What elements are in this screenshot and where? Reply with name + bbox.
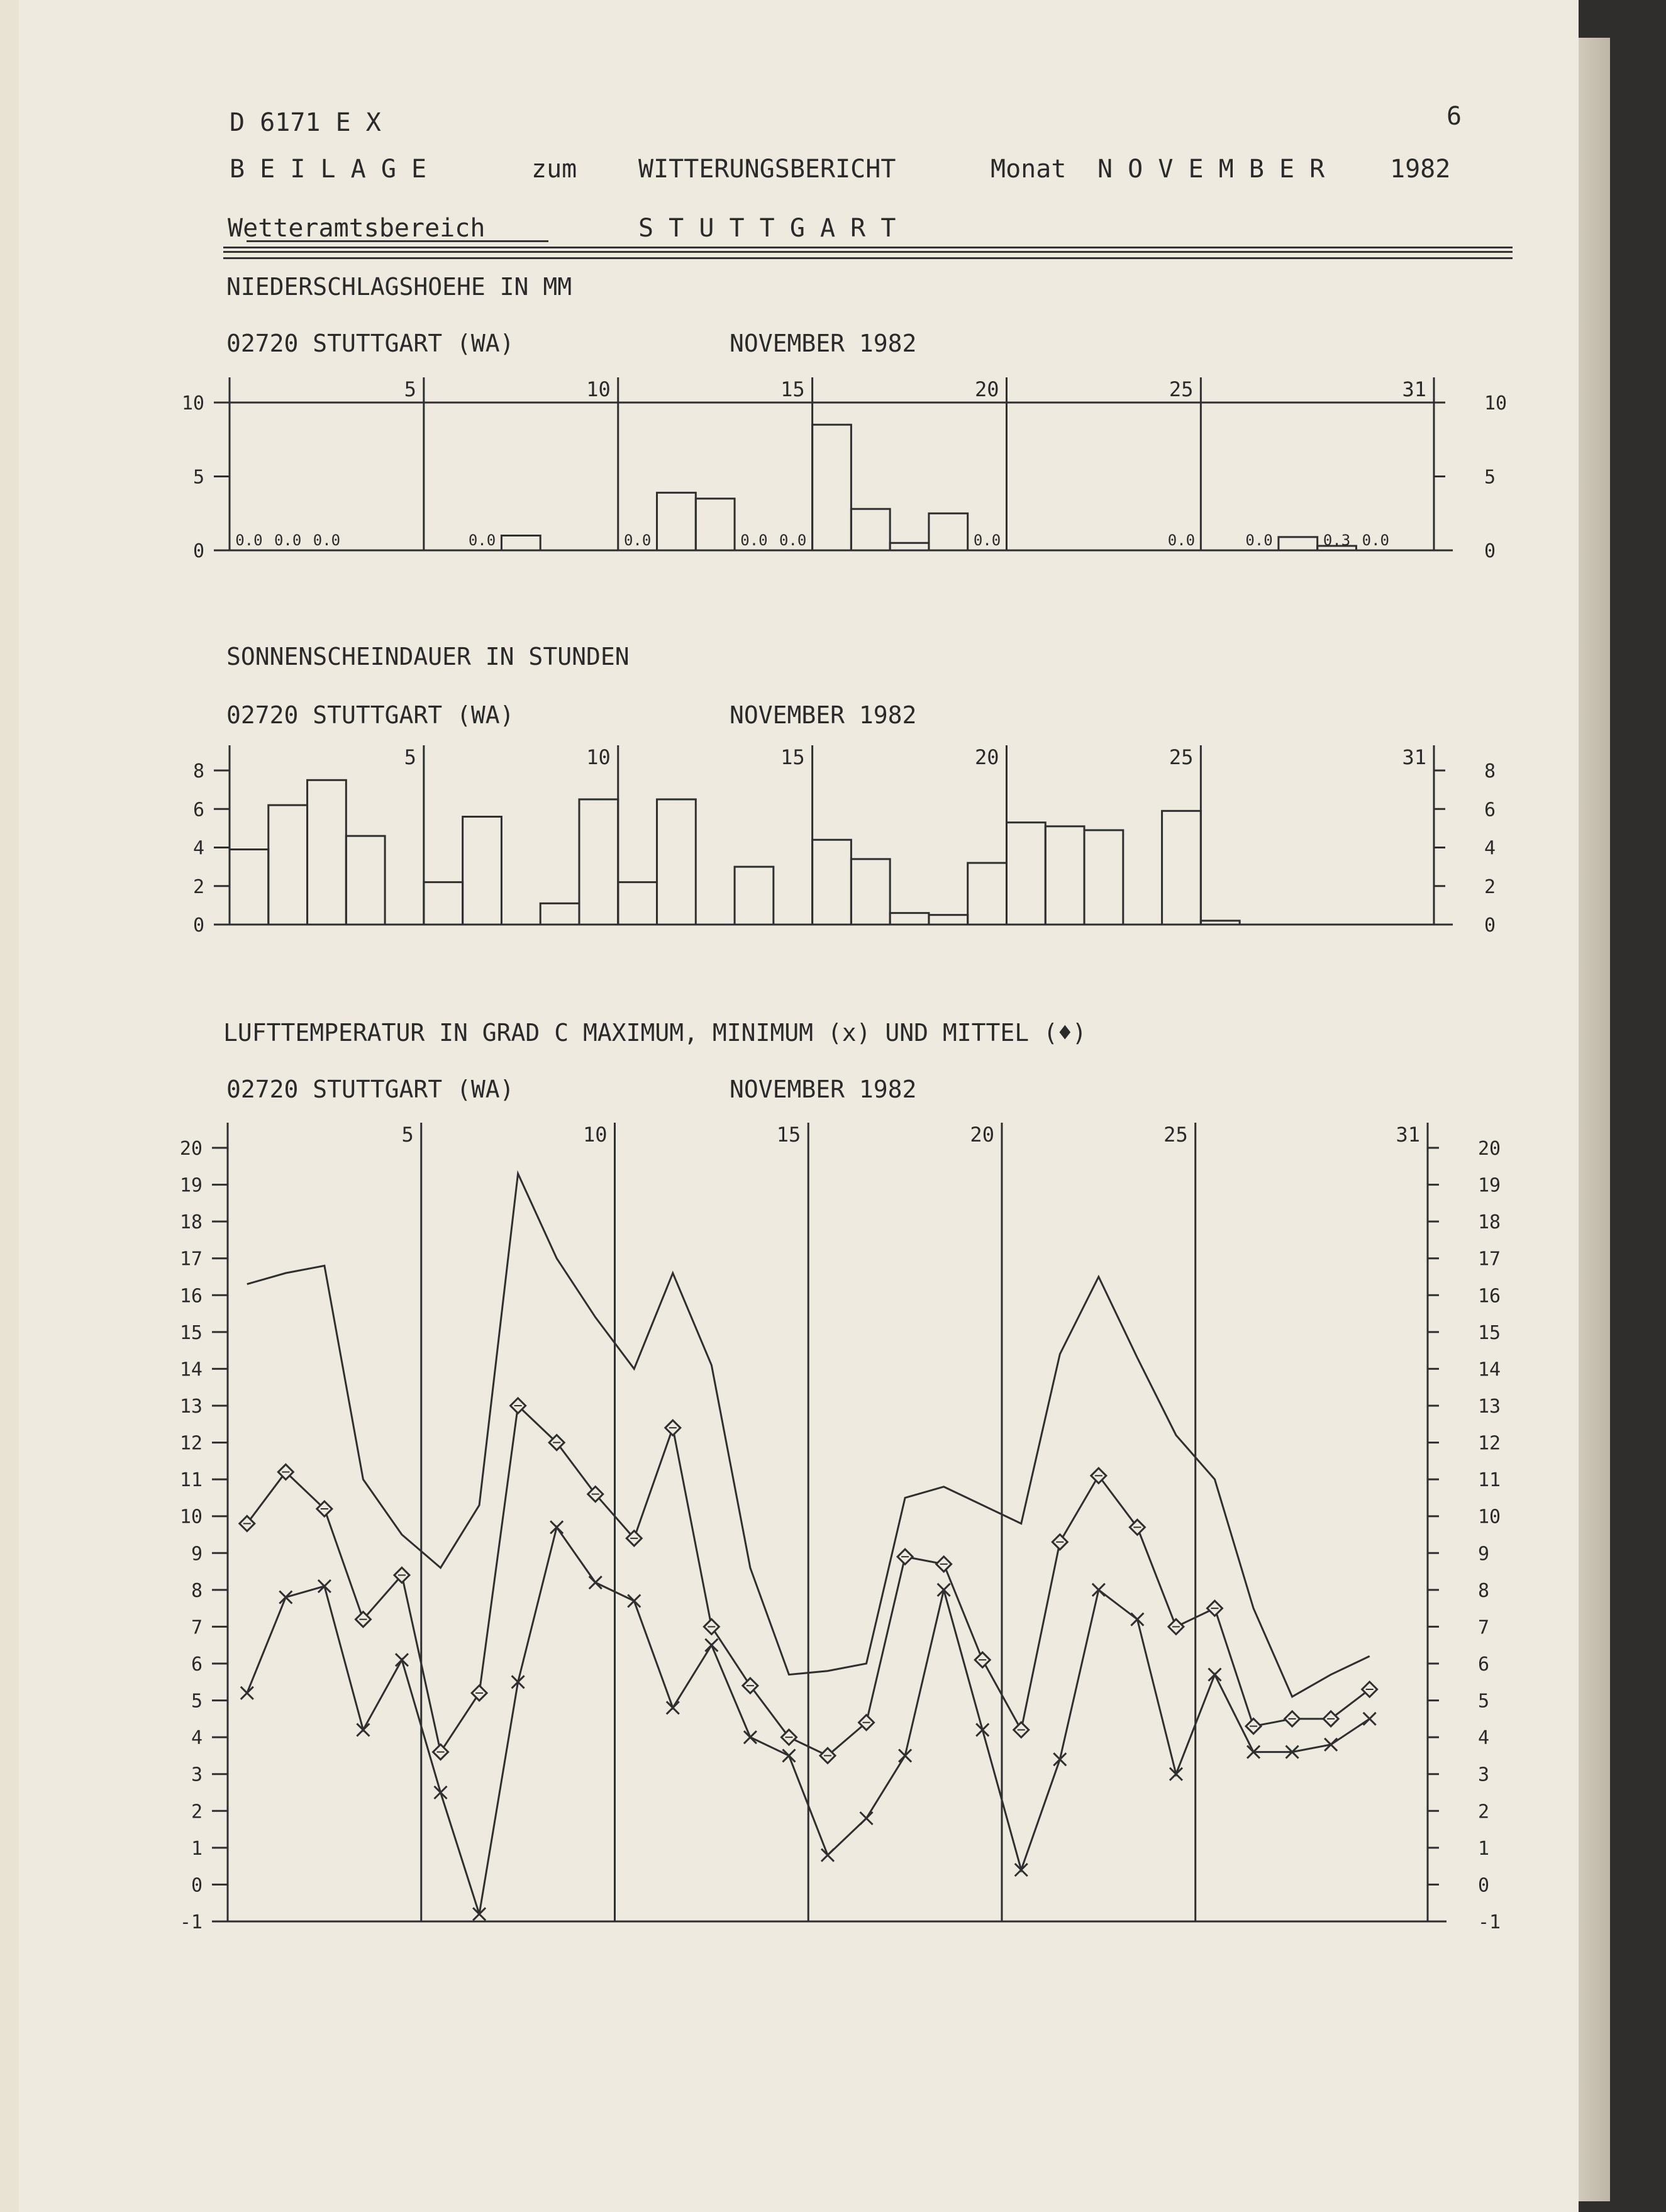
temp-xtick-label: 20 bbox=[970, 1123, 994, 1147]
sun-bar bbox=[463, 817, 502, 925]
precip-ytick-label-right: 0 bbox=[1484, 540, 1496, 562]
temp-ytick-label-left: 9 bbox=[191, 1543, 203, 1565]
sun-bar bbox=[230, 850, 269, 925]
temp-ytick-label-right: -1 bbox=[1478, 1911, 1501, 1933]
sun-bar bbox=[657, 799, 696, 925]
temp-min-marker bbox=[357, 1723, 369, 1736]
sun-ytick-label-right: 2 bbox=[1484, 875, 1496, 898]
sun-ytick-label-left: 6 bbox=[192, 799, 204, 821]
temp-station: 02720 STUTTGART (WA) bbox=[226, 1075, 514, 1103]
temp-min-marker bbox=[396, 1653, 408, 1666]
temp-ytick-label-left: 2 bbox=[191, 1801, 203, 1823]
temp-ytick-label-right: 0 bbox=[1478, 1874, 1490, 1897]
temp-ytick-label-left: 19 bbox=[179, 1174, 203, 1197]
sun-xtick-label: 15 bbox=[780, 745, 805, 769]
precip-ytick-label-left: 0 bbox=[192, 540, 204, 562]
temp-ytick-label-left: 10 bbox=[179, 1506, 203, 1528]
temp-title: LUFTTEMPERATUR IN GRAD C MAXIMUM, MINIMUM (x) UND MITTEL (♦) bbox=[223, 1019, 1087, 1047]
temp-ytick-label-right: 14 bbox=[1478, 1359, 1501, 1381]
precip-value-label: 0.0 bbox=[1362, 531, 1390, 549]
temp-xtick-label: 10 bbox=[582, 1123, 608, 1147]
temp-min-marker bbox=[667, 1701, 679, 1714]
precip-xtick-label: 20 bbox=[974, 377, 999, 401]
temp-period: NOVEMBER 1982 bbox=[730, 1075, 917, 1103]
temp-ytick-label-left: -1 bbox=[179, 1911, 203, 1933]
sun-xtick-label: 5 bbox=[404, 745, 416, 769]
temp-ytick-label-right: 11 bbox=[1478, 1469, 1501, 1492]
monat-label: Monat bbox=[991, 155, 1067, 184]
sun-xtick-label: 10 bbox=[586, 745, 611, 769]
temp-ytick-label-left: 20 bbox=[179, 1138, 203, 1160]
temp-ytick-label-right: 5 bbox=[1478, 1690, 1490, 1713]
sun-bar bbox=[1201, 921, 1240, 925]
precip-value-label: 0.0 bbox=[313, 531, 341, 549]
precip-value-label: 0.3 bbox=[1323, 531, 1351, 549]
precip-xtick-label: 10 bbox=[586, 377, 611, 401]
temp-ytick-label-left: 7 bbox=[191, 1616, 203, 1639]
temp-ytick-label-left: 3 bbox=[191, 1764, 203, 1786]
zum-label: zum bbox=[531, 155, 577, 184]
precip-value-label: 0.0 bbox=[623, 531, 652, 549]
sun-bar bbox=[308, 780, 347, 925]
sun-title: SONNENSCHEINDAUER IN STUNDEN bbox=[226, 643, 630, 670]
temp-ytick-label-right: 8 bbox=[1478, 1579, 1490, 1602]
report-name: WITTERUNGSBERICHT bbox=[638, 155, 896, 184]
temp-min-marker bbox=[744, 1731, 757, 1743]
sun-bar bbox=[269, 805, 308, 925]
precip-xtick-label: 15 bbox=[780, 377, 805, 401]
bereich-label: Wetteramtsbereich bbox=[228, 214, 486, 243]
precip-bar bbox=[501, 536, 540, 551]
temp-ytick-label-left: 13 bbox=[179, 1396, 203, 1418]
sun-ytick-label-right: 0 bbox=[1484, 914, 1496, 936]
temp-min-marker bbox=[938, 1584, 950, 1596]
precip-value-label: 0.0 bbox=[235, 531, 263, 549]
beilage-label: B E I L A G E bbox=[230, 155, 427, 184]
precip-value-label: 0.0 bbox=[468, 531, 496, 549]
precip-ytick-label-left: 5 bbox=[192, 466, 204, 489]
page-number: 6 bbox=[1447, 102, 1462, 131]
sun-bar bbox=[968, 863, 1007, 925]
temp-ytick-label-left: 12 bbox=[179, 1432, 203, 1455]
temp-ytick-label-left: 4 bbox=[191, 1727, 203, 1750]
precip-ytick-label-right: 10 bbox=[1484, 392, 1508, 414]
precip-bar bbox=[890, 543, 929, 550]
precip-period: NOVEMBER 1982 bbox=[730, 330, 917, 357]
doc-id: D 6171 E X bbox=[230, 108, 381, 137]
temp-ytick-label-right: 20 bbox=[1478, 1138, 1501, 1160]
precip-xtick-label: 31 bbox=[1402, 377, 1426, 401]
temp-ytick-label-right: 16 bbox=[1478, 1285, 1501, 1308]
precip-title: NIEDERSCHLAGSHOEHE IN MM bbox=[226, 273, 572, 301]
temp-min-marker bbox=[1053, 1753, 1066, 1765]
temp-min-marker bbox=[1131, 1613, 1143, 1626]
temp-xtick-label: 5 bbox=[401, 1123, 414, 1147]
temp-ytick-label-left: 14 bbox=[179, 1359, 203, 1381]
temp-min-marker bbox=[860, 1812, 873, 1825]
month-name: N O V E M B E R bbox=[1097, 155, 1325, 184]
temp-ytick-label-left: 18 bbox=[179, 1211, 203, 1234]
sun-bar bbox=[424, 882, 463, 925]
precip-station: 02720 STUTTGART (WA) bbox=[226, 330, 514, 357]
precip-xtick-label: 25 bbox=[1169, 377, 1194, 401]
sun-bar bbox=[346, 836, 385, 925]
sun-ytick-label-right: 6 bbox=[1484, 799, 1496, 821]
precip-bar bbox=[813, 425, 852, 550]
temp-min-marker bbox=[1015, 1864, 1028, 1876]
temp-ytick-label-left: 1 bbox=[191, 1837, 203, 1860]
temp-min-marker bbox=[1208, 1669, 1221, 1681]
sun-ytick-label-left: 0 bbox=[192, 914, 204, 936]
sun-bar bbox=[735, 867, 774, 925]
temp-min-marker bbox=[821, 1849, 834, 1862]
sun-ytick-label-right: 8 bbox=[1484, 760, 1496, 782]
sun-bar bbox=[1162, 811, 1201, 925]
temp-min-marker bbox=[550, 1521, 563, 1533]
sun-station: 02720 STUTTGART (WA) bbox=[226, 701, 514, 729]
bereich-value: S T U T T G A R T bbox=[638, 214, 896, 243]
sun-bar bbox=[1084, 830, 1123, 925]
sun-ytick-label-left: 4 bbox=[192, 837, 204, 860]
temp-ytick-label-right: 2 bbox=[1478, 1801, 1490, 1823]
temp-ytick-label-right: 10 bbox=[1478, 1506, 1501, 1528]
temp-ytick-label-right: 19 bbox=[1478, 1174, 1501, 1197]
temp-min-marker bbox=[241, 1687, 253, 1699]
sun-bar bbox=[929, 915, 968, 925]
precip-bar bbox=[929, 513, 968, 550]
precip-bar bbox=[696, 499, 735, 550]
temp-xtick-label: 31 bbox=[1396, 1123, 1420, 1147]
sun-bar bbox=[618, 882, 657, 925]
temp-ytick-label-right: 15 bbox=[1478, 1321, 1501, 1344]
sun-bar bbox=[540, 903, 579, 925]
precip-xtick-label: 5 bbox=[404, 377, 416, 401]
temp-min-marker bbox=[1170, 1768, 1182, 1781]
sun-bar bbox=[1006, 823, 1045, 925]
sun-ytick-label-left: 8 bbox=[192, 760, 204, 782]
temp-ytick-label-right: 4 bbox=[1478, 1727, 1490, 1750]
temp-ytick-label-right: 12 bbox=[1478, 1432, 1501, 1455]
sun-ytick-label-right: 4 bbox=[1484, 837, 1496, 860]
precip-value-label: 0.0 bbox=[779, 531, 807, 549]
temp-ytick-label-left: 11 bbox=[179, 1469, 203, 1492]
precip-value-label: 0.0 bbox=[1167, 531, 1196, 549]
precip-value-label: 0.0 bbox=[973, 531, 1001, 549]
sun-ytick-label-left: 2 bbox=[192, 875, 204, 898]
temp-min-marker bbox=[705, 1639, 718, 1652]
temp-ytick-label-right: 6 bbox=[1478, 1653, 1490, 1676]
sun-xtick-label: 31 bbox=[1402, 745, 1426, 769]
temp-ytick-label-right: 9 bbox=[1478, 1543, 1490, 1565]
sun-bar bbox=[579, 799, 618, 925]
sun-bar bbox=[1045, 826, 1084, 925]
precip-bar bbox=[1279, 537, 1318, 550]
precip-ytick-label-right: 5 bbox=[1484, 466, 1496, 489]
temp-ytick-label-right: 1 bbox=[1478, 1837, 1490, 1860]
temp-ytick-label-left: 6 bbox=[191, 1653, 203, 1676]
temp-min-marker bbox=[1092, 1584, 1105, 1596]
precip-bar bbox=[851, 509, 890, 550]
sun-bar bbox=[851, 859, 890, 925]
precip-value-label: 0.0 bbox=[740, 531, 768, 549]
sun-bar bbox=[813, 840, 852, 925]
temp-ytick-label-right: 7 bbox=[1478, 1616, 1490, 1639]
temp-ytick-label-right: 18 bbox=[1478, 1211, 1501, 1234]
precip-bar bbox=[657, 492, 696, 550]
temp-xtick-label: 25 bbox=[1163, 1123, 1188, 1147]
temp-min-marker bbox=[279, 1591, 292, 1604]
temp-min-marker bbox=[782, 1749, 795, 1762]
precip-ytick-label-left: 10 bbox=[181, 392, 204, 414]
temp-ytick-label-left: 17 bbox=[179, 1248, 203, 1270]
temp-min-marker bbox=[628, 1594, 640, 1607]
sun-bar bbox=[890, 913, 929, 925]
sun-xtick-label: 25 bbox=[1169, 745, 1194, 769]
sun-xtick-label: 20 bbox=[974, 745, 999, 769]
precip-value-label: 0.0 bbox=[274, 531, 302, 549]
sun-period: NOVEMBER 1982 bbox=[730, 701, 917, 729]
report-year: 1982 bbox=[1390, 155, 1451, 184]
temp-min-marker bbox=[899, 1749, 911, 1762]
precip-value-label: 0.0 bbox=[1245, 531, 1273, 549]
temp-ytick-label-left: 16 bbox=[179, 1285, 203, 1308]
temp-ytick-label-left: 0 bbox=[191, 1874, 203, 1897]
temp-ytick-label-left: 15 bbox=[179, 1321, 203, 1344]
temp-min-marker bbox=[1363, 1713, 1376, 1725]
temp-ytick-label-right: 13 bbox=[1478, 1396, 1501, 1418]
temp-min-marker bbox=[976, 1723, 989, 1736]
temp-ytick-label-right: 3 bbox=[1478, 1764, 1490, 1786]
temp-ytick-label-left: 5 bbox=[191, 1690, 203, 1713]
temp-min-marker bbox=[318, 1580, 331, 1592]
temp-ytick-label-right: 17 bbox=[1478, 1248, 1501, 1270]
temp-ytick-label-left: 8 bbox=[191, 1579, 203, 1602]
temp-xtick-label: 15 bbox=[776, 1123, 801, 1147]
temp-min-marker bbox=[589, 1576, 602, 1589]
temp-min-marker bbox=[435, 1786, 447, 1799]
